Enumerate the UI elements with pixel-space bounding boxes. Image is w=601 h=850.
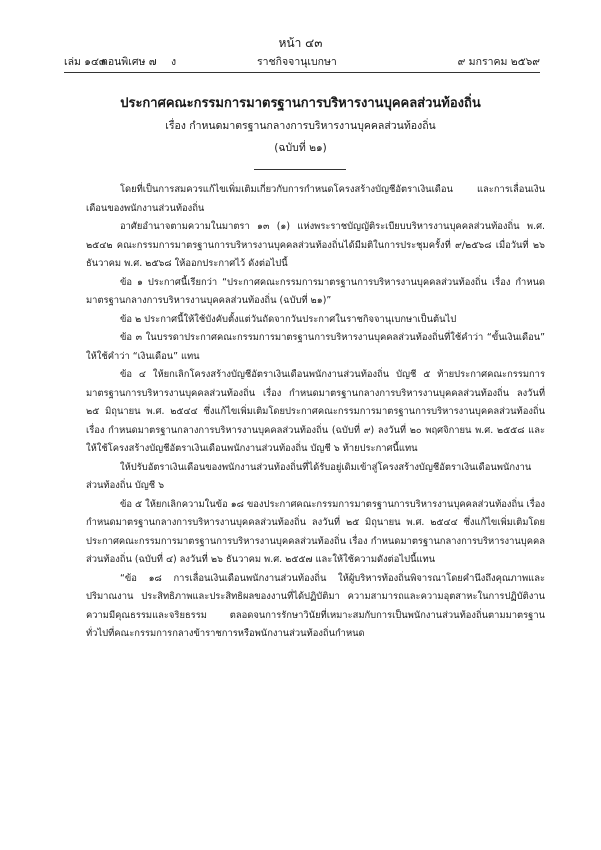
announcement-edition: (ฉบับที่ ๒๑): [274, 142, 327, 154]
announcement-subject: เรื่อง กำหนดมาตรฐานกลางการบริหารงานบุคคลส่วนท้องถิ่น: [165, 120, 436, 132]
clause-2: ข้อ ๒ ประกาศนี้ให้ใช้บังคับตั้งแต่วันถัดจากวันประกาศในราชกิจจานุเบกษาเป็นต้นไป: [120, 313, 457, 325]
header-divider: [64, 72, 540, 73]
clause-1: ข้อ ๑ ประกาศนี้เรียกว่า “ประกาศคณะกรรมการมาตรฐานการบริหารงานบุคคลส่วนท้องถิ่น เรื่อง กำหนดมาตรฐานกลางการบริหารงานบุคคลส่วนท้องถิ่น (ฉบับที่ ๒๑)”: [86, 276, 545, 306]
clause-4: ข้อ ๔ ให้ยกเลิกโครงสร้างบัญชีอัตราเงินเดือนพนักงานส่วนท้องถิ่น บัญชี ๕ ท้ายประกาศคณะกรรมการมาตรฐานการบริหารงานบุคคลส่วนท้องถิ่น เรื่อง กำหนดมาตรฐานกลางการบริหารงานบุคคลส่วนท้องถิ่น ลงวันที่ ๒๕ มิถุนายน พ.ศ. ๒๕๔๔ ซึ่งแก้ไขเพิ่มเติมโดยประกาศคณะกรรมการมาตรฐานการบริหารงานบุคคลส่วนท้องถิ่น เรื่อง กำหนดมาตรฐานกลางการบริหารงานบุคคลส่วนท้องถิ่น (ฉบับที่ ๙) ลงวันที่ ๒๐ พฤศจิกายน พ.ศ. ๒๕๕๘ และให้ใช้โครงสร้างบัญชีอัตราเงินเดือนพนักงานส่วนท้องถิ่น บัญชี ๖ ท้ายประกาศนี้แทน: [86, 369, 545, 454]
clause-3: ข้อ ๓ ในบรรดาประกาศคณะกรรมการมาตรฐานการบริหารงานบุคคลส่วนท้องถิ่นที่ใช้คำว่า “ขั้นเงินเดือน” ให้ใช้คำว่า “เงินเดือน” แทน: [86, 332, 545, 362]
section-letter: ง: [171, 56, 177, 68]
paragraph-preamble: โดยที่เป็นการสมควรแก้ไขเพิ่มเติมเกี่ยวกับการกำหนดโครงสร้างบัญชีอัตราเงินเดือน และการเลื่อนเงินเดือนของพนักงานส่วนท้องถิ่น: [86, 184, 545, 214]
volume-number: เล่ม ๑๔๓: [64, 56, 107, 68]
document-body: [86, 181, 545, 644]
special-issue: ตอนพิเศษ ๗: [101, 56, 157, 68]
gazette-header: [64, 53, 540, 69]
page-number: หน้า ๔๓: [278, 36, 323, 50]
gazette-name: ราชกิจจานุเบกษา: [257, 56, 337, 68]
announcement-title: ประกาศคณะกรรมการมาตรฐานการบริหารงานบุคคลส่วนท้องถิ่น: [120, 96, 481, 111]
clause-5: ข้อ ๕ ให้ยกเลิกความในข้อ ๑๘ ของประกาศคณะกรรมการมาตรฐานการบริหารงานบุคคลส่วนท้องถิ่น เรื่อง กำหนดมาตรฐานกลางการบริหารงานบุคคลส่วนท้องถิ่น ลงวันที่ ๒๕ มิถุนายน พ.ศ. ๒๕๔๔ ซึ่งแก้ไขเพิ่มเติมโดยประกาศคณะกรรมการมาตรฐานการบริหารงานบุคคลส่วนท้องถิ่น เรื่อง กำหนดมาตรฐานกลางการบริหารงานบุคคลส่วนท้องถิ่น (ฉบับที่ ๔) ลงวันที่ ๒๖ ธันวาคม พ.ศ. ๒๕๕๗ และให้ใช้ความดังต่อไปนี้แทน: [86, 498, 545, 565]
title-divider: [254, 169, 346, 170]
issue-date: ๙ มกราคม ๒๕๖๙: [457, 56, 540, 68]
clause-18-text: “ข้อ ๑๘ การเลื่อนเงินเดือนพนักงานส่วนท้องถิ่น ให้ผู้บริหารท้องถิ่นพิจารณาโดยคำนึงถึงคุณภาพและปริมาณงาน ประสิทธิภาพและประสิทธิผลของงานที่ได้ปฏิบัติมา ความสามารถและความอุตสาหะในการปฏิบัติงาน ความมีคุณธรรมและจริยธรรม ตลอดจนการรักษาวินัยที่เหมาะสมกับการเป็นพนักงานส่วนท้องถิ่นตามมาตรฐานทั่วไปที่คณะกรรมการกลางข้าราชการหรือพนักงานส่วนท้องถิ่นกำหนด: [86, 572, 545, 639]
paragraph-authority: อาศัยอำนาจตามความในมาตรา ๑๓ (๑) แห่งพระราชบัญญัติระเบียบบริหารงานบุคคลส่วนท้องถิ่น พ.ศ. ๒๕๔๒ คณะกรรมการมาตรฐานการบริหารงานบุคคลส่วนท้องถิ่นได้มีมติในการประชุมครั้งที่ ๙/๒๕๖๘ เมื่อวันที่ ๒๖ ธันวาคม พ.ศ. ๒๕๖๘ ให้ออกประกาศไว้ ดังต่อไปนี้: [86, 221, 545, 269]
clause-4-adjustment: ให้ปรับอัตราเงินเดือนของพนักงานส่วนท้องถิ่นที่ได้รับอยู่เดิมเข้าสู่โครงสร้างบัญชีอัตราเงินเดือนพนักงานส่วนท้องถิ่น บัญชี ๖: [86, 461, 532, 491]
